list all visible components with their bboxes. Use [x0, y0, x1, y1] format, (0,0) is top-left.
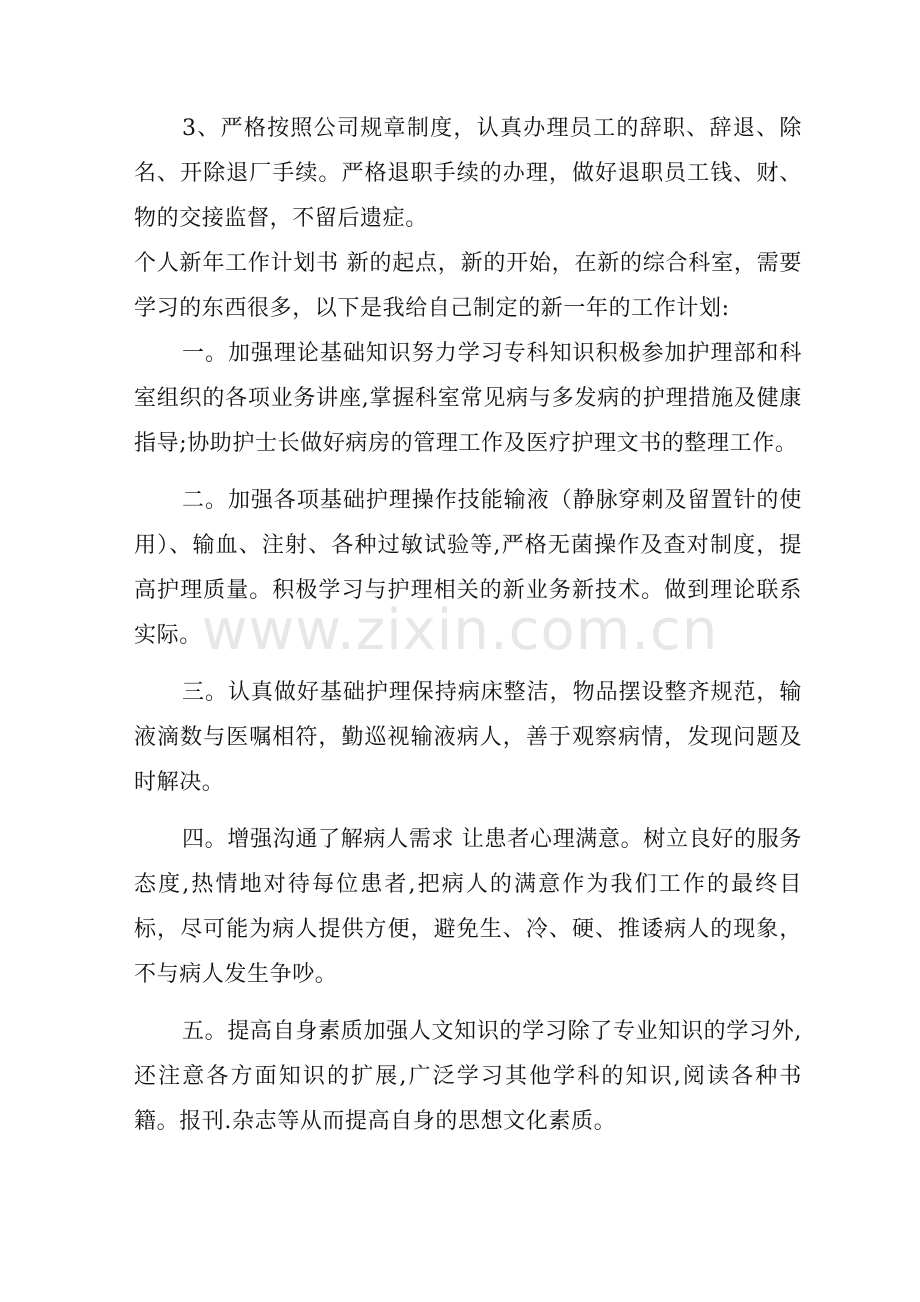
watermark: www.zixin.com.cn — [201, 598, 719, 663]
paragraph-plan-intro: 个人新年工作计划书 新的起点，新的开始，在新的综合科室，需要学习的东西很多，以下是我给自己制定的新一年的工作计划: — [134, 251, 802, 321]
document-body — [134, 106, 802, 1144]
paragraph-item-3: 三。认真做好基础护理保持病床整洁，物品摆设整齐规范，输液滴数与医嘱相符，勤巡视输液病人，善于观察病情，发现问题及时解决。 — [134, 680, 802, 795]
paragraph-item-5: 五。提高自身素质加强人文知识的学习除了专业知识的学习外,还注意各方面知识的扩展,广泛学习其他学科的知识,阅读各种书籍。报刊.杂志等从而提高自身的思想文化素质。 — [134, 1019, 802, 1134]
paragraph-item-4: 四。增强沟通了解病人需求 让患者心理满意。树立良好的服务态度,热情地对待每位患者,把病人的满意作为我们工作的最终目标，尽可能为病人提供方便，避免生、冷、硬、推诿病人的现象，不与病人发生争吵。 — [134, 827, 802, 987]
paragraph-resignation-procedures: 3、严格按照公司规章制度，认真办理员工的辞职、辞退、除名、开除退厂手续。严格退职手续的办理，做好退职员工钱、财、物的交接监督，不留后遗症。 — [134, 116, 802, 231]
paragraph-item-2: 二。加强各项基础护理操作技能输液（静脉穿刺及留置针的使用）、输血、注射、各种过敏试验等,严格无菌操作及查对制度，提高护理质量。积极学习与护理相关的新业务新技术。做到理论联系实际。 — [134, 488, 802, 648]
paragraph-item-1: 一。加强理论基础知识努力学习专科知识积极参加护理部和科室组织的各项业务讲座,掌握科室常见病与多发病的护理措施及健康指导;协助护士长做好病房的管理工作及医疗护理文书的整理工作。 — [134, 341, 802, 456]
